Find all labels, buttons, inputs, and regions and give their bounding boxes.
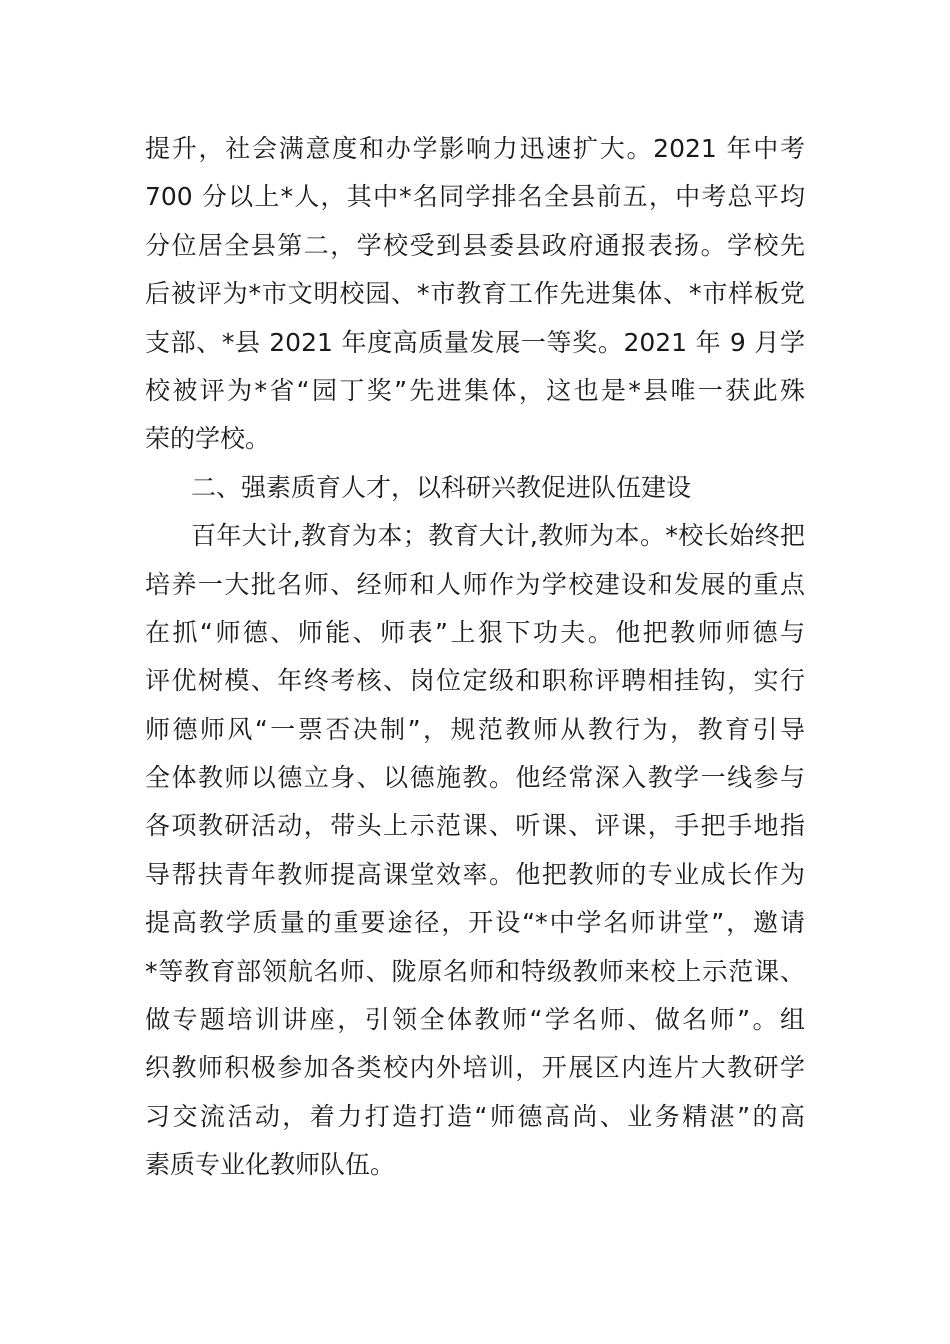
paragraph-1-line: 荣的学校。	[145, 424, 271, 454]
paragraph-2-line: 织教师积极参加各类校内外培训，开展区内连片大教研学	[145, 1053, 805, 1083]
paragraph-1-line: 校被评为*省“园丁奖”先进集体，这也是*县唯一获此殊	[145, 375, 805, 405]
paragraph-2-line: 师德师风“一票否决制”，规范教师从教行为，教育引导	[145, 714, 805, 744]
paragraph-2-line: 各项教研活动，带头上示范课、听课、评课，手把手地指	[145, 811, 805, 841]
document-body	[145, 125, 805, 1190]
paragraph-2-line: 评优树模、年终考核、岗位定级和职称评聘相挂钩，实行	[145, 666, 805, 696]
paragraph-1-line: 支部、*县 2021 年度高质量发展一等奖。2021 年 9 月学	[145, 327, 805, 357]
paragraph-2-line: 做专题培训讲座，引领全体教师“学名师、做名师”。组	[145, 1005, 805, 1035]
paragraph-1-line: 提升，社会满意度和办学影响力迅速扩大。2021 年中考	[145, 134, 805, 163]
paragraph-1-line: 分位居全县第二，学校受到县委县政府通报表扬。学校先	[145, 230, 805, 260]
paragraph-1-line: 700 分以上*人，其中*名同学排名全县前五，中考总平均	[145, 182, 805, 212]
paragraph-2-line: 习交流活动，着力打造打造“师德高尚、业务精湛”的高	[145, 1101, 805, 1131]
paragraph-2-line: 培养一大批名师、经师和人师作为学校建设和发展的重点	[145, 569, 805, 599]
section-heading: 二、强素质育人才，以科研兴教促进队伍建设	[191, 472, 692, 502]
paragraph-2-line: 百年大计,教育为本；教育大计,教师为本。*校长始终把	[191, 521, 805, 551]
paragraph-2-line: *等教育部领航名师、陇原名师和特级教师来校上示范课、	[145, 956, 805, 986]
paragraph-2-line: 全体教师以德立身、以德施教。他经常深入教学一线参与	[145, 763, 805, 793]
paragraph-2-line: 导帮扶青年教师提高课堂效率。他把教师的专业成长作为	[145, 859, 805, 889]
paragraph-2-line: 提高教学质量的重要途径，开设“*中学名师讲堂”，邀请	[145, 908, 805, 938]
paragraph-2-line: 素质专业化教师队伍。	[145, 1150, 396, 1180]
paragraph-1-line: 后被评为*市文明校园、*市教育工作先进集体、*市样板党	[145, 279, 805, 309]
paragraph-2-line: 在抓“师德、师能、师表”上狠下功夫。他把教师师德与	[145, 617, 805, 647]
